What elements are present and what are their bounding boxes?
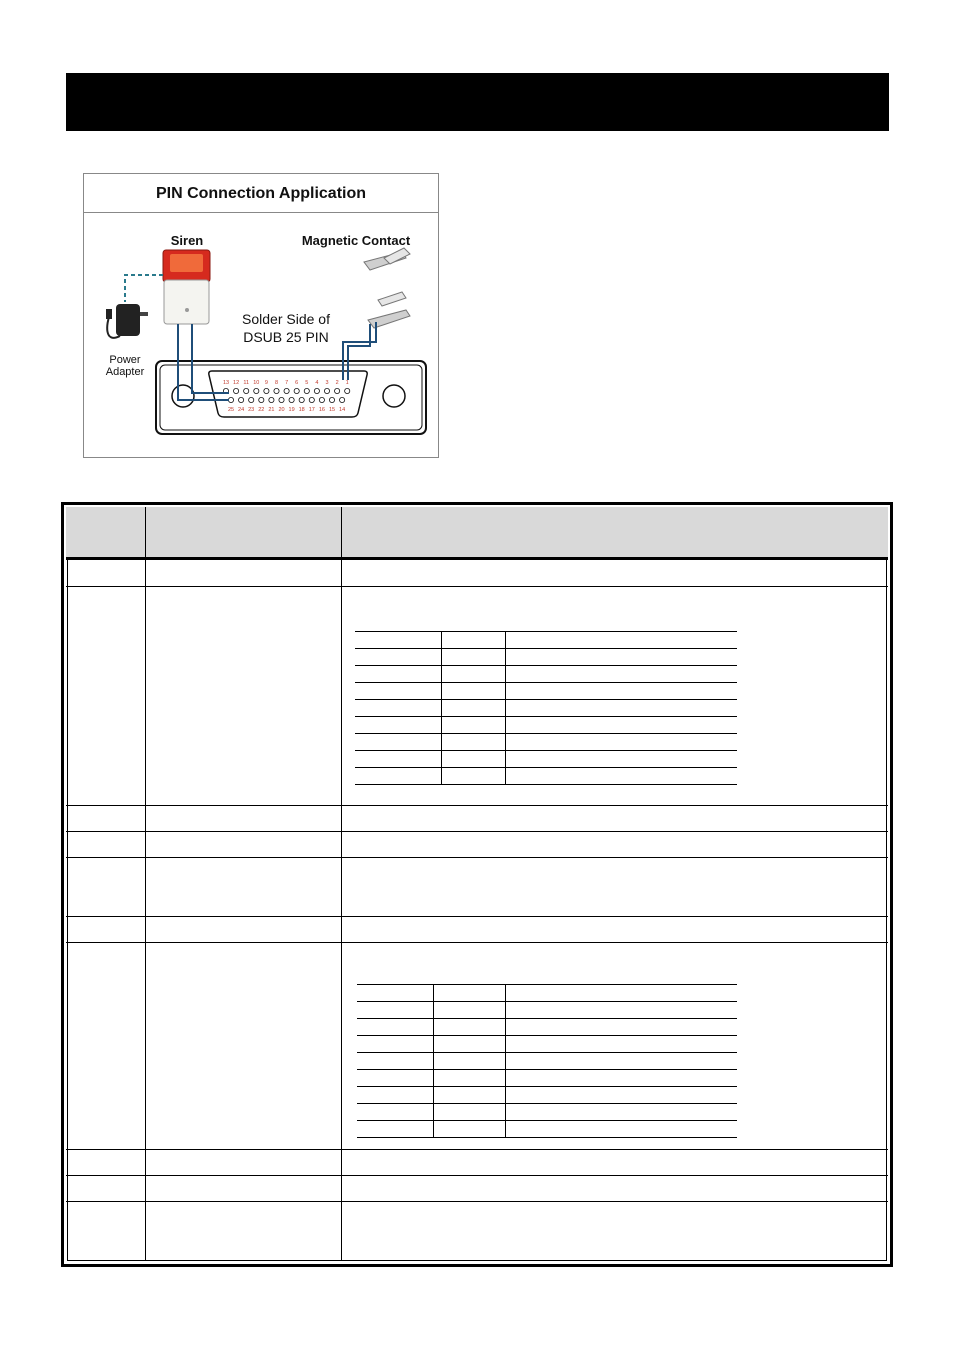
pin-hole xyxy=(274,388,279,393)
table-row xyxy=(66,560,888,587)
pin-hole xyxy=(289,397,294,402)
table-row xyxy=(66,806,888,832)
list-item xyxy=(357,1002,737,1019)
alarm-input-subtable-2 xyxy=(357,984,737,1138)
pin-label: 8 xyxy=(274,380,279,386)
magnetic-contact-label: Magnetic Contact xyxy=(301,233,411,248)
pin-hole xyxy=(299,397,304,402)
list-item xyxy=(357,1019,737,1036)
table-row xyxy=(66,587,888,806)
table-header-row xyxy=(66,507,888,560)
pin-label: 22 xyxy=(258,407,265,413)
pin-hole xyxy=(259,397,264,402)
pin-label: 10 xyxy=(253,380,260,386)
power-adapter-icon xyxy=(106,304,148,338)
list-item xyxy=(357,1036,737,1053)
pin-label: 20 xyxy=(278,407,285,413)
table-row xyxy=(66,1176,888,1202)
pin-label: 23 xyxy=(248,407,255,413)
pin-label: 7 xyxy=(285,380,289,386)
pin-label: 6 xyxy=(295,380,299,386)
pin-hole xyxy=(319,397,324,402)
pin-label: 13 xyxy=(222,380,230,386)
list-item xyxy=(357,985,737,1002)
pin-hole xyxy=(345,388,350,393)
diagram-title: PIN Connection Application xyxy=(84,174,438,213)
pin-hole xyxy=(309,397,314,402)
pin-hole xyxy=(254,388,259,393)
pin-label: 1 xyxy=(345,380,349,386)
pin-label: 12 xyxy=(233,380,240,386)
list-item xyxy=(355,632,737,649)
list-item xyxy=(355,751,737,768)
table-row xyxy=(66,1150,888,1176)
pin-hole xyxy=(244,388,249,393)
pin-label: 9 xyxy=(264,380,268,386)
power-adapter-label-1: Power xyxy=(109,354,141,366)
pin-label: 19 xyxy=(288,407,295,413)
pin-label: 11 xyxy=(243,380,250,386)
diagram-graphic xyxy=(84,174,440,459)
siren-label: Siren xyxy=(170,233,204,248)
pin-hole xyxy=(279,397,284,402)
list-item xyxy=(355,734,737,751)
solder-side-label-1: Solder Side of xyxy=(242,311,330,327)
pin-label: 18 xyxy=(298,407,305,413)
pin-connection-diagram xyxy=(83,173,439,458)
pin-hole xyxy=(264,388,269,393)
pin-hole xyxy=(340,397,345,402)
list-item xyxy=(357,1104,737,1121)
list-item xyxy=(355,666,737,683)
power-adapter-label-2: Adapter xyxy=(105,366,145,378)
list-item xyxy=(357,1087,737,1104)
pin-label: 25 xyxy=(227,407,235,413)
pin-label: 21 xyxy=(268,407,275,413)
list-item xyxy=(355,700,737,717)
pin-label: 16 xyxy=(318,407,325,413)
pin-hole xyxy=(249,397,254,402)
list-item xyxy=(355,768,737,785)
pin-hole xyxy=(294,388,299,393)
pin-hole xyxy=(335,388,340,393)
pin-hole xyxy=(324,388,329,393)
pin-hole xyxy=(269,397,274,402)
alarm-input-subtable xyxy=(355,631,737,785)
header-cell-description xyxy=(342,507,888,557)
pin-hole xyxy=(234,388,239,393)
pin-label: 3 xyxy=(325,380,329,386)
list-item xyxy=(355,683,737,700)
table-row xyxy=(66,943,888,1150)
pin-hole xyxy=(284,388,289,393)
list-item xyxy=(357,1070,737,1087)
pin-label: 17 xyxy=(308,407,315,413)
pin-label: 14 xyxy=(339,407,346,413)
table-row xyxy=(66,917,888,943)
pin-label: 15 xyxy=(328,407,336,413)
pin-label: 4 xyxy=(315,380,319,386)
table-row xyxy=(66,858,888,917)
pin-hole xyxy=(314,388,319,393)
list-item xyxy=(355,717,737,734)
list-item xyxy=(357,1121,737,1138)
list-item xyxy=(357,1053,737,1070)
siren-icon xyxy=(163,250,210,324)
pin-label: 24 xyxy=(238,407,245,413)
pin-label: 2 xyxy=(335,380,339,386)
header-bar xyxy=(66,73,889,131)
magnetic-contact-icon xyxy=(364,248,410,328)
pin-hole xyxy=(304,388,309,393)
table-row xyxy=(66,832,888,858)
header-cell-pin xyxy=(66,507,146,557)
header-cell-function xyxy=(146,507,342,557)
pin-hole xyxy=(329,397,334,402)
pin-label: 5 xyxy=(305,380,309,386)
table-row xyxy=(66,1202,888,1260)
pin-hole xyxy=(239,397,244,402)
solder-side-label-2: DSUB 25 PIN xyxy=(243,329,329,345)
list-item xyxy=(355,649,737,666)
pin-hole xyxy=(228,397,233,402)
